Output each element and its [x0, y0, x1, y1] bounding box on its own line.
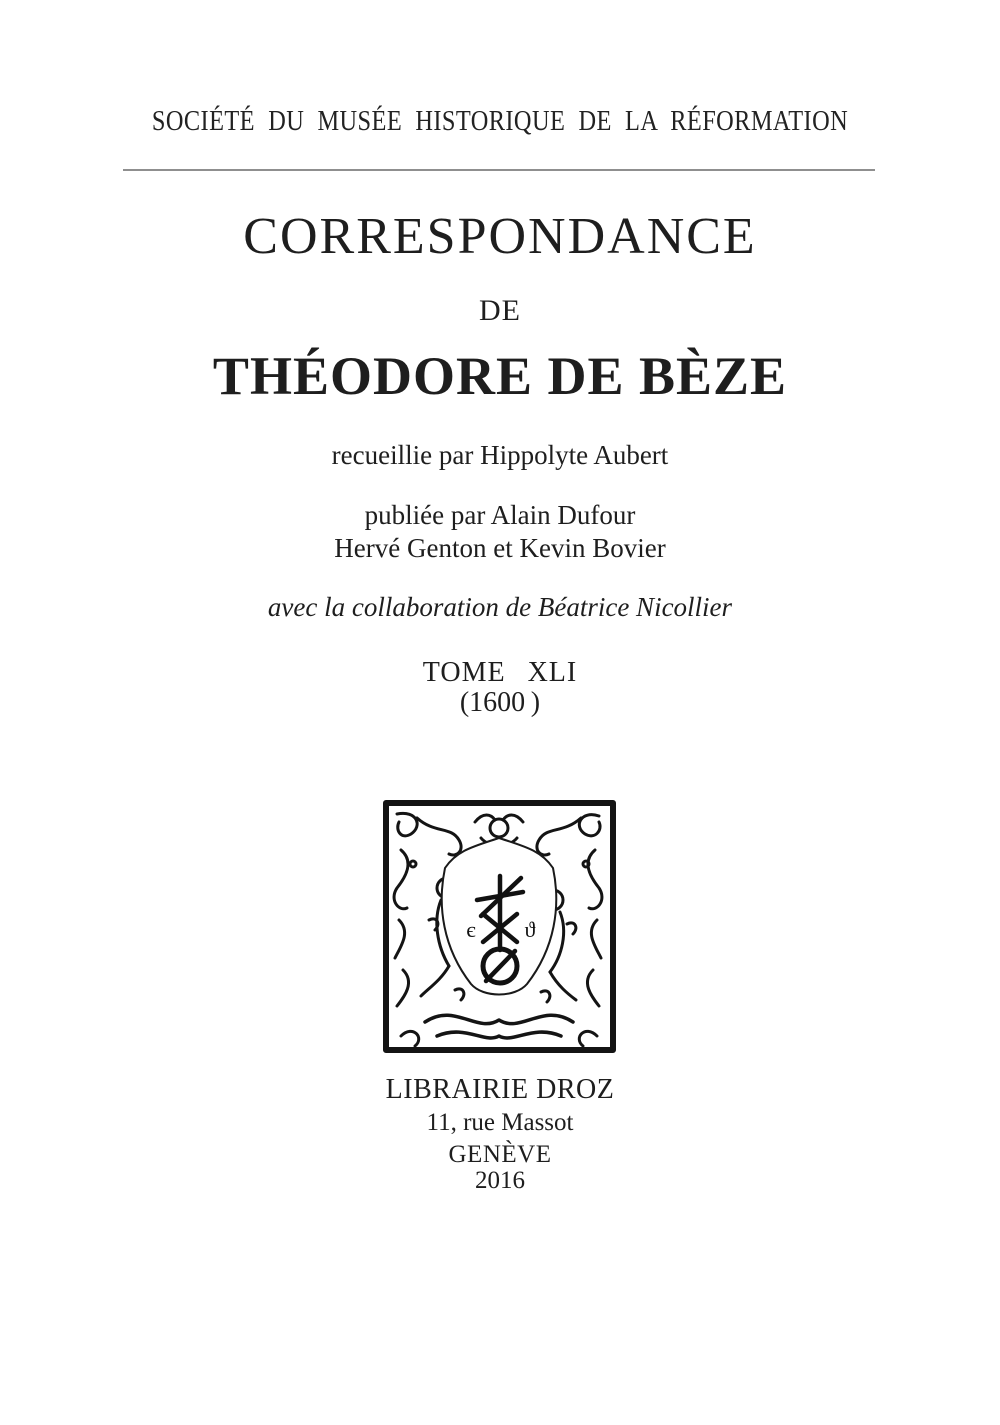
published-by-line-1: publiée par Alain Dufour [364, 500, 636, 530]
society-name: SOCIÉTÉ DU MUSÉE HISTORIQUE DE LA RÉFORMATION [151, 105, 849, 137]
publisher-address: 11, rue Massot [426, 1109, 574, 1136]
book-author: THÉODORE DE BÈZE [212, 346, 788, 406]
collaboration-line: avec la collaboration de Béatrice Nicollier [267, 592, 733, 622]
publisher-city: GENÈVE [448, 1141, 552, 1168]
publisher-name: LIBRAIRIE DROZ [385, 1074, 615, 1105]
divider-rule [123, 169, 875, 171]
publication-year: 2016 [475, 1167, 525, 1194]
emblem-monogram-left: є [466, 917, 476, 942]
printers-device-emblem [383, 800, 616, 1053]
title-connector: DE [479, 294, 521, 327]
tome-number: TOME XLI [422, 657, 578, 688]
tome-year: (1600 ) [459, 687, 541, 718]
book-title: CORRESPONDANCE [243, 208, 757, 265]
collected-by-line: recueillie par Hippolyte Aubert [331, 440, 669, 470]
published-by-line-2: Hervé Genton et Kevin Bovier [334, 533, 666, 563]
emblem-monogram-right: ϑ [524, 917, 536, 942]
